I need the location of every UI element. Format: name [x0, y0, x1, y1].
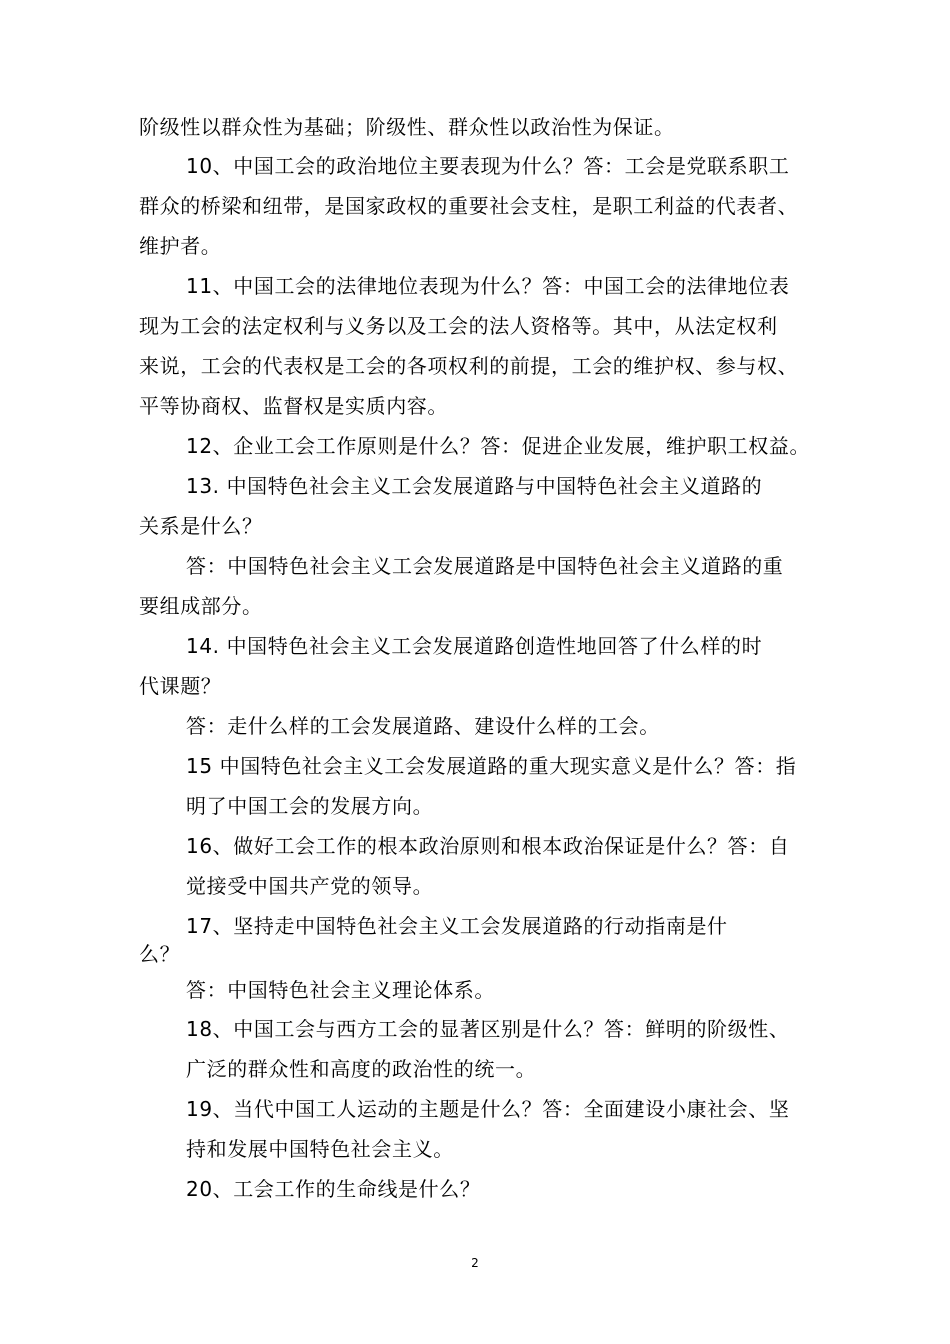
text-line: 现为工会的法定权利与义务以及工会的法人资格等。其中，从法定权利 [139, 314, 778, 338]
text-line: 16、做好工会工作的根本政治原则和根本政治保证是什么？答：自 [186, 834, 790, 858]
text-line: 平等协商权、监督权是实质内容。 [139, 394, 448, 418]
text-line: 群众的桥梁和纽带，是国家政权的重要社会支柱，是职工利益的代表者、 [139, 194, 799, 218]
text-line: 答：走什么样的工会发展道路、建设什么样的工会。 [186, 714, 660, 738]
text-line: 阶级性以群众性为基础；阶级性、群众性以政治性为保证。 [139, 115, 675, 139]
text-line: 19、当代中国工人运动的主题是什么？答：全面建设小康社会、坚 [186, 1097, 790, 1121]
text-line: 10、中国工会的政治地位主要表现为什么？答：工会是党联系职工 [186, 154, 790, 178]
text-line: 广泛的群众性和高度的政治性的统一。 [186, 1057, 537, 1081]
text-line: 维护者。 [139, 234, 222, 258]
text-line: 17、坚持走中国特色社会主义工会发展道路的行动指南是什 [186, 914, 728, 938]
text-line: 15 中国特色社会主义工会发展道路的重大现实意义是什么？答：指 [186, 754, 797, 778]
text-line: 18、中国工会与西方工会的显著区别是什么？答：鲜明的阶级性、 [186, 1017, 790, 1041]
text-line: 么？ [139, 942, 181, 966]
text-line: 20、工会工作的生命线是什么？ [186, 1177, 481, 1201]
text-line: 14. 中国特色社会主义工会发展道路创造性地回答了什么样的时 [186, 634, 763, 658]
text-line: 持和发展中国特色社会主义。 [186, 1137, 454, 1161]
text-line: 12、企业工会工作原则是什么？答：促进企业发展，维护职工权益。 [186, 434, 811, 458]
page-number: 2 [471, 1256, 479, 1270]
text-line: 代课题？ [139, 674, 222, 698]
text-line: 13. 中国特色社会主义工会发展道路与中国特色社会主义道路的 [186, 474, 763, 498]
text-line: 要组成部分。 [139, 594, 263, 618]
text-line: 11、中国工会的法律地位表现为什么？答：中国工会的法律地位表 [186, 274, 790, 298]
text-line: 答：中国特色社会主义理论体系。 [186, 978, 495, 1002]
text-line: 关系是什么？ [139, 514, 263, 538]
text-line: 觉接受中国共产党的领导。 [186, 874, 434, 898]
text-line: 来说，工会的代表权是工会的各项权利的前提，工会的维护权、参与权、 [139, 354, 799, 378]
text-line: 明了中国工会的发展方向。 [186, 794, 434, 818]
text-line: 答：中国特色社会主义工会发展道路是中国特色社会主义道路的重 [186, 554, 784, 578]
